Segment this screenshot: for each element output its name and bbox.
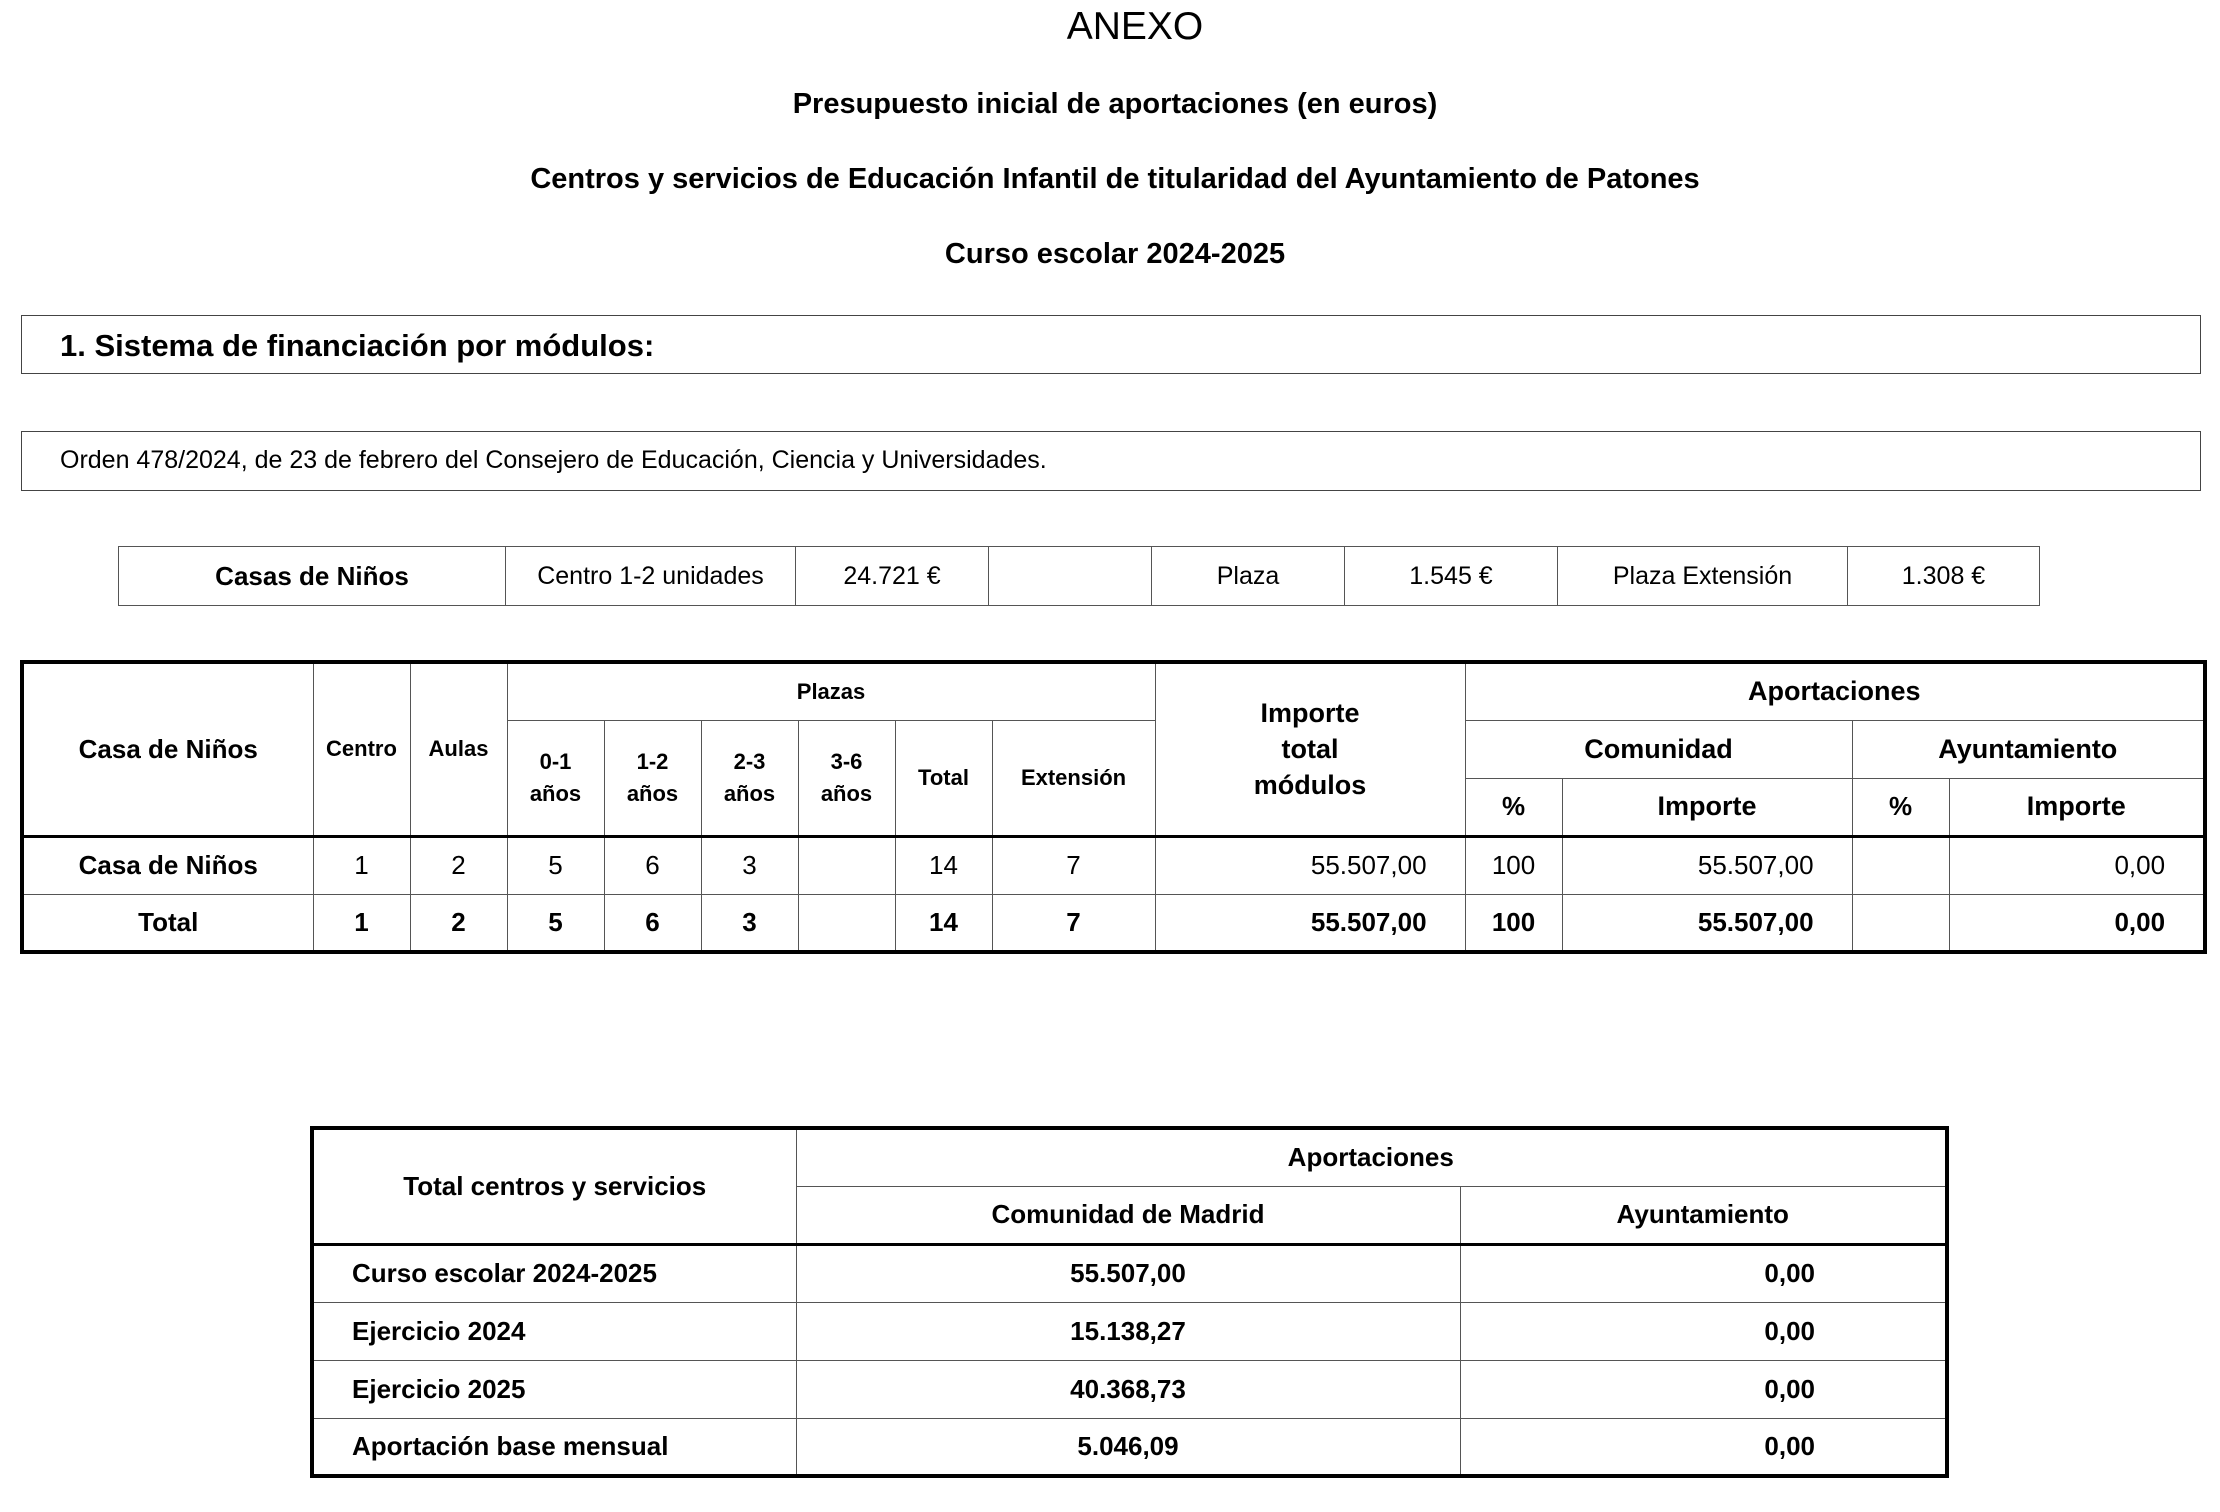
header-plazas-2-3 (701, 720, 798, 836)
rate-extension-value: 1.308 € (1848, 547, 2040, 606)
summary-row-ayuntamiento: 0,00 (1460, 1244, 1947, 1302)
header-aulas: Aulas (410, 662, 507, 836)
summary-row (312, 1302, 1947, 1360)
row-importe-total: 55.507,00 (1155, 836, 1465, 894)
row-plazas-total: 14 (895, 836, 992, 894)
total-extension: 7 (992, 894, 1155, 952)
header-ayuntamiento: Ayuntamiento (1852, 720, 2205, 778)
summary-row-label: Aportación base mensual (312, 1418, 796, 1476)
row-comunidad-pct: 100 (1465, 836, 1562, 894)
header-plazas: Plazas (507, 662, 1155, 720)
header-comunidad: Comunidad (1465, 720, 1852, 778)
summary-table (310, 1126, 1949, 1478)
rate-centro-label: Centro 1-2 unidades (506, 547, 796, 606)
header-plazas-1-2 (604, 720, 701, 836)
summary-row-comunidad: 55.507,00 (796, 1244, 1460, 1302)
header-plazas-2-3-range: 2-3 (733, 748, 766, 774)
row-name: Casa de Niños (22, 836, 313, 894)
header-comunidad-pct: % (1465, 778, 1562, 836)
rate-plaza-value: 1.545 € (1345, 547, 1558, 606)
summary-row-label: Curso escolar 2024-2025 (312, 1244, 796, 1302)
budget-subtitle: Presupuesto inicial de aportaciones (en euros) (792, 88, 1438, 120)
header-plazas-3-6-range: 3-6 (830, 748, 863, 774)
row-aulas: 2 (410, 836, 507, 894)
total-plazas-total: 14 (895, 894, 992, 952)
header-centro: Centro (313, 662, 410, 836)
summary-row-ayuntamiento: 0,00 (1460, 1418, 1947, 1476)
table-total-row (22, 894, 2205, 952)
header-plazas-total: Total (895, 720, 992, 836)
header-ayuntamiento-pct: % (1852, 778, 1949, 836)
row-ayuntamiento-importe: 0,00 (1949, 836, 2205, 894)
header-importe-total (1155, 662, 1465, 836)
summary-row-comunidad: 40.368,73 (796, 1360, 1460, 1418)
summary-row-ayuntamiento: 0,00 (1460, 1302, 1947, 1360)
summary-row (312, 1418, 1947, 1476)
header-comunidad-importe: Importe (1562, 778, 1852, 836)
centers-subtitle: Centros y servicios de Educación Infantil de titularidad del Ayuntamiento de Patones (530, 163, 1700, 195)
total-comunidad-importe: 55.507,00 (1562, 894, 1852, 952)
rates-table (118, 546, 2040, 606)
total-comunidad-pct: 100 (1465, 894, 1562, 952)
summary-row (312, 1244, 1947, 1302)
summary-title: Total centros y servicios (312, 1128, 796, 1244)
header-importe-line2: total (1281, 734, 1339, 765)
row-plazas-3-6 (798, 836, 895, 894)
summary-row-label: Ejercicio 2024 (312, 1302, 796, 1360)
header-importe-line3: módulos (1253, 770, 1367, 801)
header-plazas-2-3-unit: años (723, 780, 776, 806)
summary-comunidad-header: Comunidad de Madrid (796, 1186, 1460, 1244)
summary-row-comunidad: 5.046,09 (796, 1418, 1460, 1476)
header-plazas-0-1-range: 0-1 (539, 748, 572, 774)
summary-aportaciones: Aportaciones (796, 1128, 1947, 1186)
row-plazas-2-3: 3 (701, 836, 798, 894)
header-aportaciones: Aportaciones (1465, 662, 2205, 720)
header-plazas-0-1 (507, 720, 604, 836)
rate-centro-value: 24.721 € (796, 547, 989, 606)
header-plazas-0-1-unit: años (529, 780, 582, 806)
row-ayuntamiento-pct (1852, 836, 1949, 894)
header-importe-line1: Importe (1260, 698, 1360, 729)
summary-ayuntamiento-header: Ayuntamiento (1460, 1186, 1947, 1244)
row-plazas-0-1: 5 (507, 836, 604, 894)
rate-empty-cell (989, 547, 1152, 606)
total-importe-total: 55.507,00 (1155, 894, 1465, 952)
school-year-title: Curso escolar 2024-2025 (944, 238, 1286, 270)
rates-label: Casas de Niños (119, 547, 506, 606)
total-plazas-2-3: 3 (701, 894, 798, 952)
total-name: Total (22, 894, 313, 952)
header-plazas-1-2-unit: años (626, 780, 679, 806)
orden-text: Orden 478/2024, de 23 de febrero del Consejero de Educación, Ciencia y Universidades. (60, 446, 1047, 474)
summary-row-comunidad: 15.138,27 (796, 1302, 1460, 1360)
row-extension: 7 (992, 836, 1155, 894)
summary-row (312, 1360, 1947, 1418)
rate-plaza-label: Plaza (1152, 547, 1345, 606)
header-casa: Casa de Niños (22, 662, 313, 836)
orden-box (21, 431, 2201, 491)
header-ayuntamiento-importe: Importe (1949, 778, 2205, 836)
total-ayuntamiento-pct (1852, 894, 1949, 952)
total-plazas-1-2: 6 (604, 894, 701, 952)
row-comunidad-importe: 55.507,00 (1562, 836, 1852, 894)
table-row (22, 836, 2205, 894)
total-centro: 1 (313, 894, 410, 952)
annex-title: ANEXO (1066, 5, 1204, 48)
header-extension: Extensión (992, 720, 1155, 836)
header-plazas-1-2-range: 1-2 (636, 748, 669, 774)
section-heading: 1. Sistema de financiación por módulos: (60, 328, 655, 363)
funding-table (20, 660, 2207, 954)
row-centro: 1 (313, 836, 410, 894)
total-plazas-0-1: 5 (507, 894, 604, 952)
total-aulas: 2 (410, 894, 507, 952)
summary-row-ayuntamiento: 0,00 (1460, 1360, 1947, 1418)
summary-row-label: Ejercicio 2025 (312, 1360, 796, 1418)
header-plazas-3-6 (798, 720, 895, 836)
row-plazas-1-2: 6 (604, 836, 701, 894)
section-heading-box (21, 315, 2201, 374)
total-plazas-3-6 (798, 894, 895, 952)
rate-extension-label: Plaza Extensión (1558, 547, 1848, 606)
total-ayuntamiento-importe: 0,00 (1949, 894, 2205, 952)
header-plazas-3-6-unit: años (820, 780, 873, 806)
